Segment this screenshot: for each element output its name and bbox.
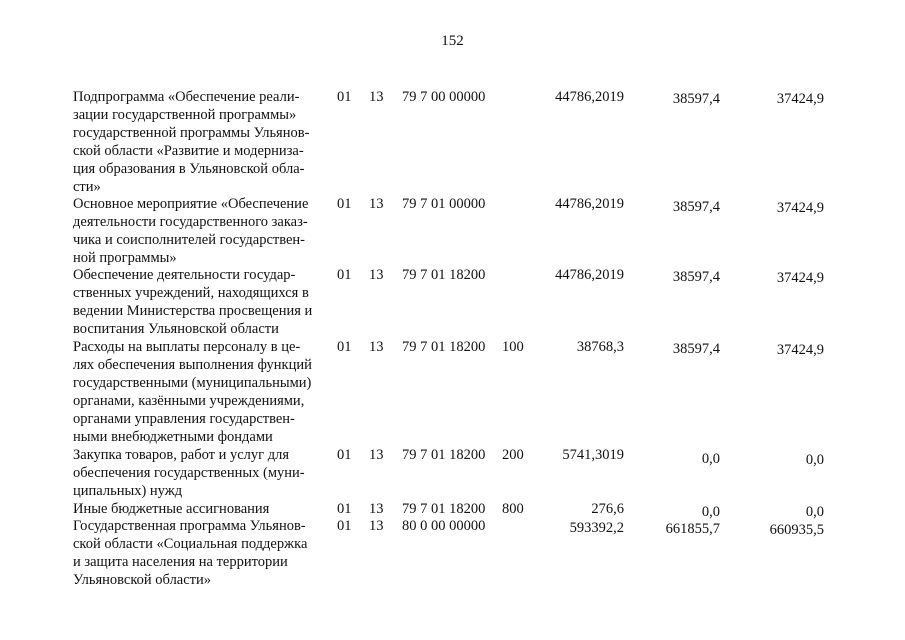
target-article-code: 79 7 01 00000	[402, 196, 486, 212]
row-name: Иные бюджетные ассигнования	[73, 501, 270, 517]
subsection-code: 13	[369, 339, 384, 355]
section-code: 01	[337, 267, 352, 283]
amount-year-3: 37424,9	[776, 91, 824, 107]
amount-year-2: 661855,7	[665, 521, 720, 537]
amount-year-1: 44786,2019	[555, 89, 624, 105]
amount-year-1: 38768,3	[576, 339, 624, 355]
section-code: 01	[337, 196, 352, 212]
row-name: Расходы на выплаты персоналу в це- лях обеспечения выполнения функций государственными (муниципальными) органами, казёнными учреждениями, органами управления государствен- ными внебюджетными фондами	[73, 339, 312, 445]
row-name: Подпрограмма «Обеспечение реали- зации государственной программы» государственной программы Ульянов- ской области «Развитие и модерниза- ция образования в Ульяновской обла- сти»	[73, 89, 310, 195]
amount-year-2: 38597,4	[672, 269, 720, 285]
section-code: 01	[337, 518, 352, 534]
target-article-code: 79 7 01 18200	[402, 267, 486, 283]
row-name: Обеспечение деятельности государ- ственных учреждений, находящихся в ведении Министерства просвещения и воспитания Ульяновской области	[73, 267, 313, 337]
amount-year-1: 276,6	[591, 501, 624, 517]
target-article-code: 79 7 00 00000	[402, 89, 486, 105]
amount-year-1: 44786,2019	[555, 196, 624, 212]
row-name: Государственная программа Ульянов- ской области «Социальная поддержка и защита населения на территории Ульяновской области»	[73, 518, 308, 588]
subsection-code: 13	[369, 89, 384, 105]
section-code: 01	[337, 447, 352, 463]
section-code: 01	[337, 501, 352, 517]
subsection-code: 13	[369, 501, 384, 517]
subsection-code: 13	[369, 196, 384, 212]
amount-year-1: 593392,2	[569, 520, 624, 536]
amount-year-2: 38597,4	[672, 199, 720, 215]
subsection-code: 13	[369, 267, 384, 283]
target-article-code: 80 0 00 00000	[402, 518, 486, 534]
amount-year-2: 0,0	[701, 504, 720, 520]
amount-year-3: 0,0	[805, 452, 824, 468]
row-name: Основное мероприятие «Обеспечение деятельности государственного заказ- чика и соисполнителей государствен- ной программы»	[73, 196, 309, 266]
target-article-code: 79 7 01 18200	[402, 339, 486, 355]
amount-year-3: 37424,9	[776, 342, 824, 358]
amount-year-3: 37424,9	[776, 200, 824, 216]
subsection-code: 13	[369, 518, 384, 534]
row-name: Закупка товаров, работ и услуг для обеспечения государственных (муни- ципальных) нужд	[73, 447, 305, 499]
expense-type-code: 800	[502, 501, 524, 517]
amount-year-2: 38597,4	[672, 91, 720, 107]
amount-year-2: 38597,4	[672, 341, 720, 357]
expense-type-code: 200	[502, 447, 524, 463]
amount-year-3: 0,0	[805, 504, 824, 520]
expense-type-code: 100	[502, 339, 524, 355]
target-article-code: 79 7 01 18200	[402, 501, 486, 517]
target-article-code: 79 7 01 18200	[402, 447, 486, 463]
page-number: 152	[441, 33, 464, 49]
amount-year-3: 660935,5	[769, 522, 824, 538]
section-code: 01	[337, 89, 352, 105]
amount-year-1: 5741,3019	[562, 447, 624, 463]
amount-year-3: 37424,9	[776, 270, 824, 286]
amount-year-2: 0,0	[701, 451, 720, 467]
amount-year-1: 44786,2019	[555, 267, 624, 283]
section-code: 01	[337, 339, 352, 355]
subsection-code: 13	[369, 447, 384, 463]
